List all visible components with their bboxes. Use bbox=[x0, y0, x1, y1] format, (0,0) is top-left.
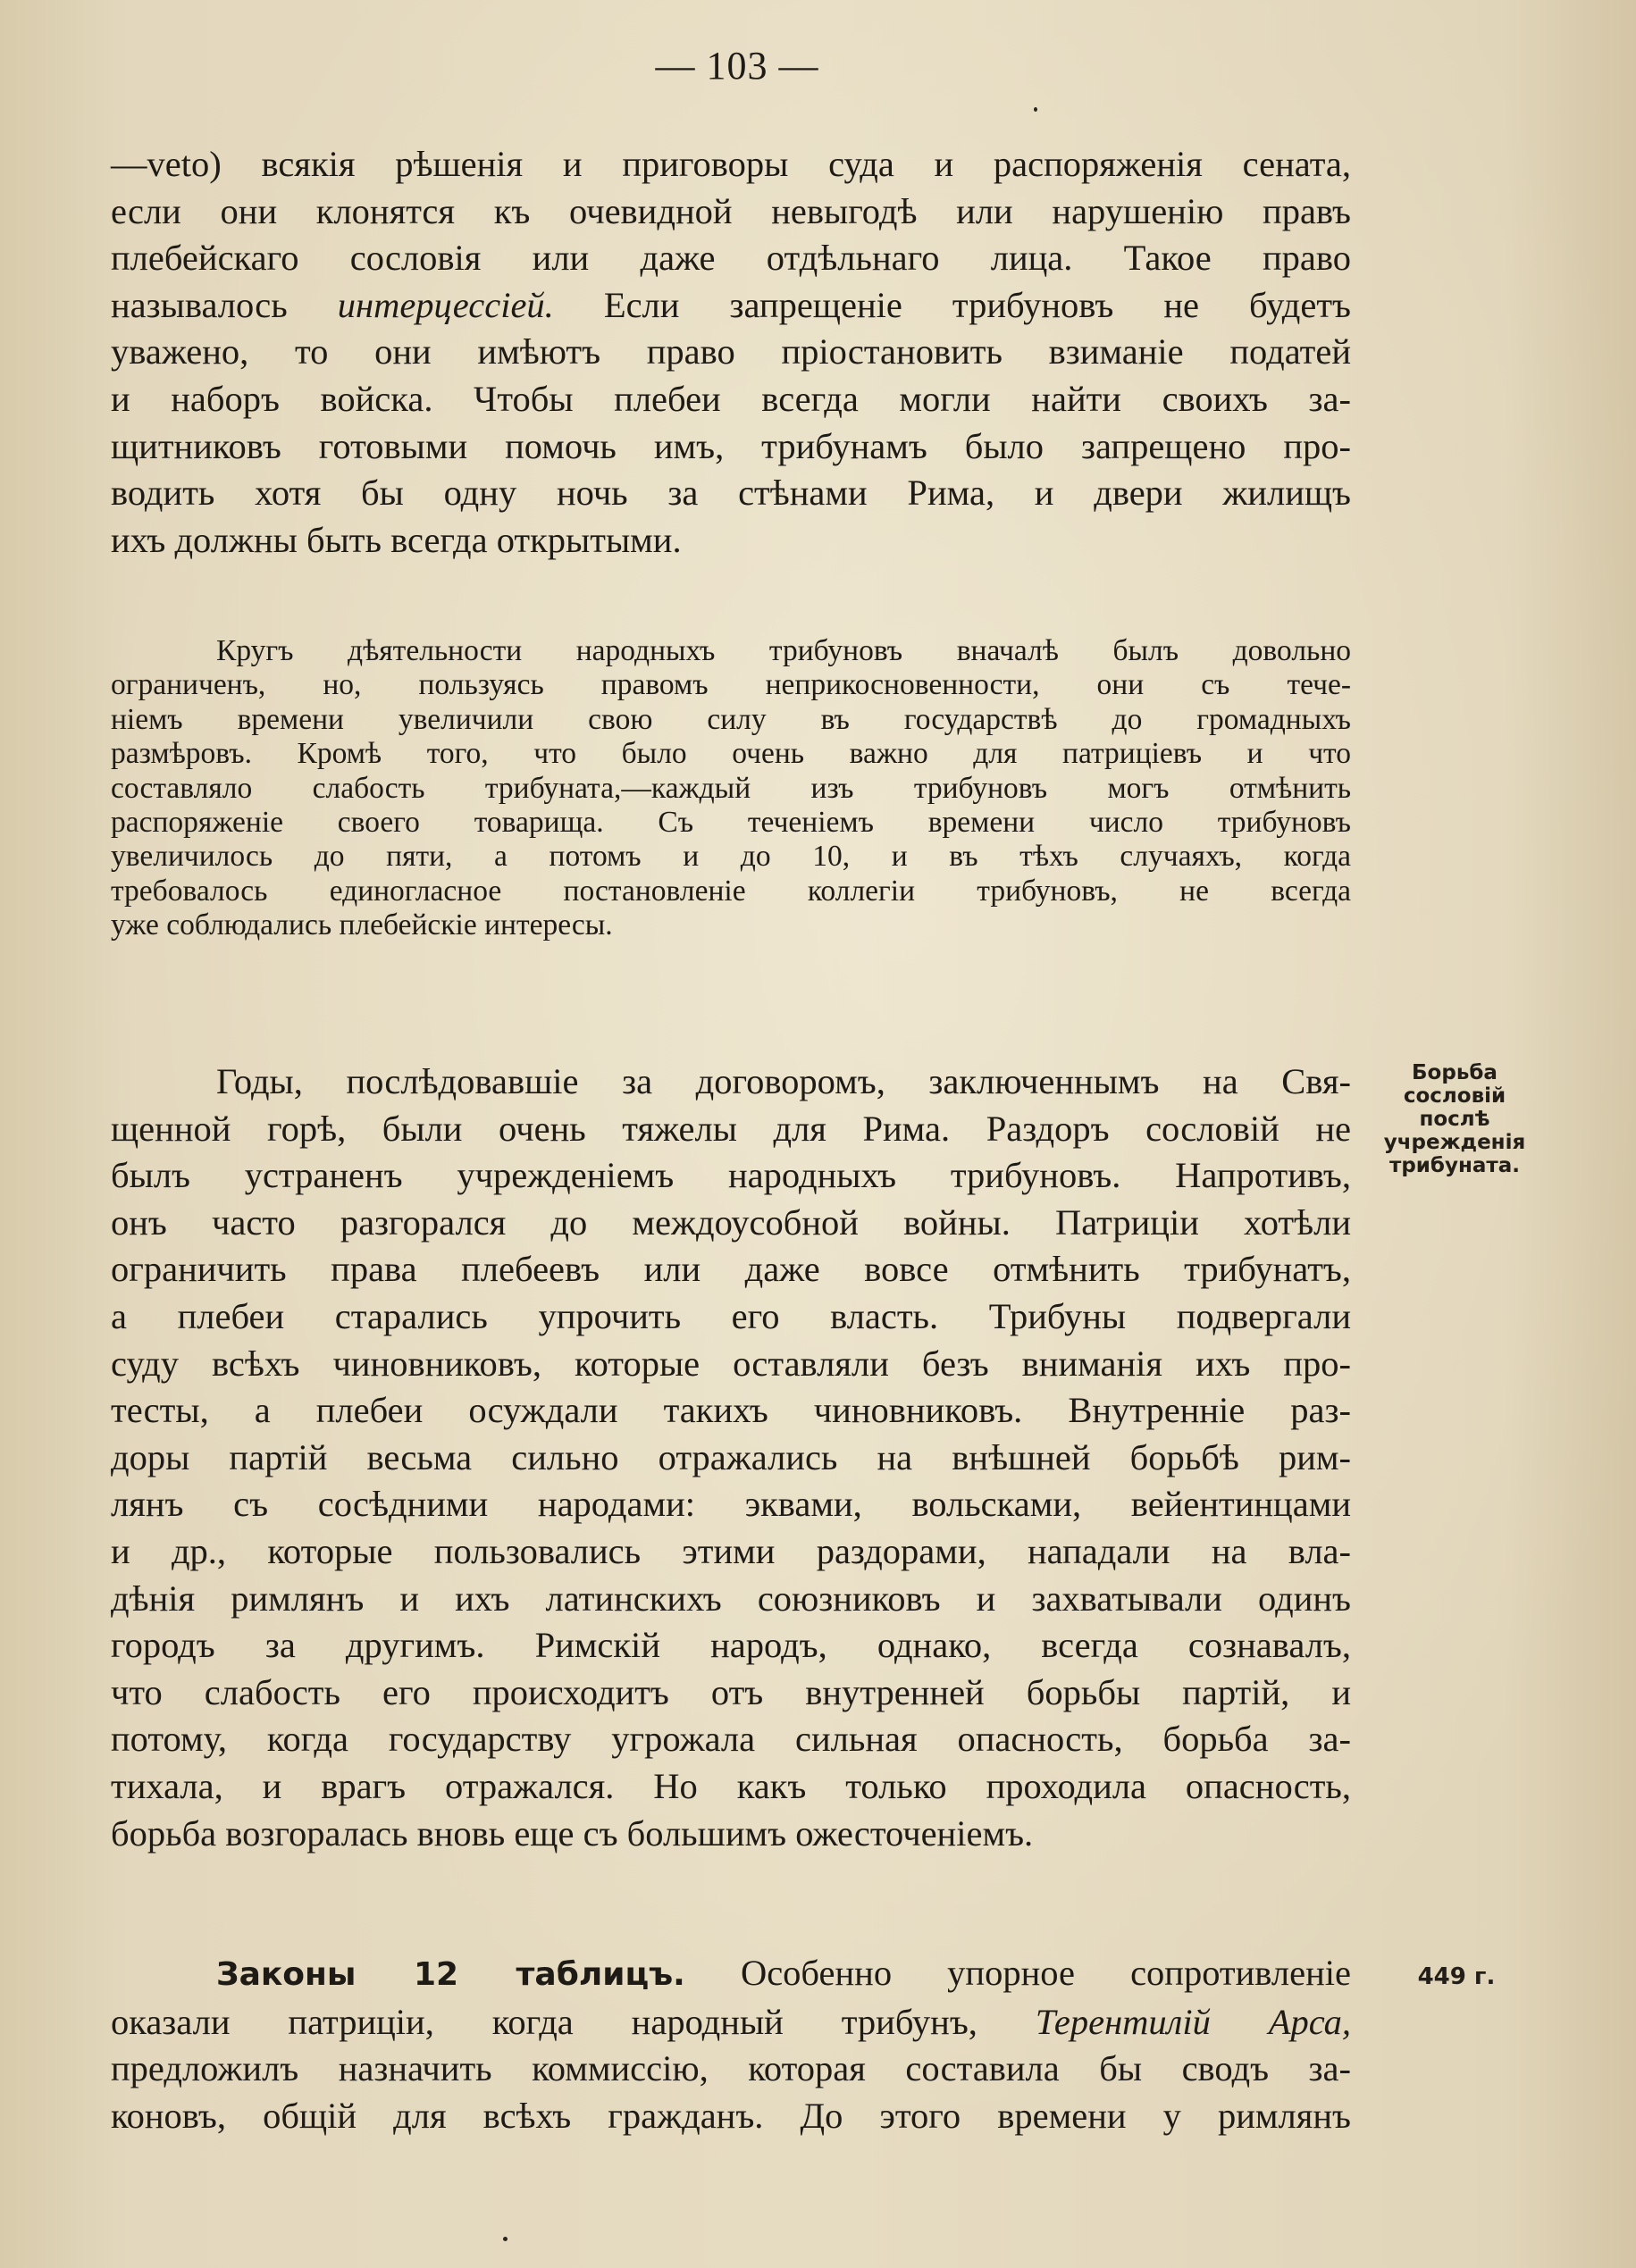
page-number: — 103 — bbox=[655, 44, 819, 88]
text-line: городъ за другимъ. Римскій народъ, однако, всегда сознавалъ, bbox=[111, 1625, 1351, 1666]
italic-term: интерцессіей. bbox=[337, 284, 554, 325]
text-line: доры партій весьма сильно отражались на внѣшней борьбѣ рим- bbox=[111, 1436, 1351, 1477]
margin-note-line: послѣ bbox=[1419, 1108, 1490, 1131]
margin-note-struggle bbox=[1365, 1061, 1544, 1177]
text-line: тесты, а плебеи осуждали такихъ чиновниковъ. Внутренніе раз- bbox=[111, 1390, 1351, 1431]
text-line: предложилъ назначить коммиссію, которая составила бы сводъ за- bbox=[111, 2048, 1351, 2089]
paragraph-2-small-print bbox=[111, 634, 1351, 943]
text-line bbox=[111, 1950, 1351, 1999]
text-line: водить хотя бы одну ночь за стѣнами Рима, и двери жилищъ bbox=[111, 473, 1351, 514]
text-line: распоряженіе своего товарища. Съ теченіемъ времени число трибуновъ bbox=[111, 806, 1351, 840]
text-line: тихала, и врагъ отражался. Но какъ только проходила опасность, bbox=[111, 1765, 1351, 1806]
text-line: ограниченъ, но, пользуясь правомъ неприкосновенности, они съ тече- bbox=[111, 668, 1351, 702]
text-line: борьба возгоралась вновь еще съ большимъ ожесточеніемъ. bbox=[111, 1812, 1034, 1854]
text-line: плебейскаго сословія или даже отдѣльнаго лица. Такое право bbox=[111, 238, 1351, 279]
text-line: коновъ, общій для всѣхъ гражданъ. До этого времени у римлянъ bbox=[111, 2095, 1351, 2136]
margin-note-line: трибуната. bbox=[1389, 1154, 1520, 1177]
margin-note-line: учрежденія bbox=[1383, 1131, 1526, 1154]
text-line: что слабость его происходитъ отъ внутренней борьбы партій, и bbox=[111, 1671, 1351, 1712]
text-line: дѣнія римлянъ и ихъ латинскихъ союзниковъ и захватывали одинъ bbox=[111, 1578, 1351, 1619]
text-line: ихъ должны быть всегда открытыми. bbox=[111, 519, 682, 560]
text-line: потому, когда государству угрожала сильная опасность, борьба за- bbox=[111, 1719, 1351, 1760]
text-fragment: оказали патриціи, когда народный трибунъ, bbox=[111, 2001, 977, 2042]
text-line: а плебеи старались упрочить его власть. Трибуны подвергали bbox=[111, 1295, 1351, 1336]
text-line: уже соблюдались плебейскіе интересы. bbox=[111, 908, 613, 942]
text-line: требовалось единогласное постановленіе коллегіи трибуновъ, не всегда bbox=[111, 874, 1351, 908]
text-line: если они клонятся къ очевидной невыгодѣ или нарушенію правъ bbox=[111, 190, 1351, 231]
text-fragment: Если запрещеніе трибуновъ не будетъ bbox=[603, 284, 1351, 325]
text-line: онъ часто разгорался до междоусобной войны. Патриціи хотѣли bbox=[111, 1201, 1351, 1243]
text-line bbox=[111, 282, 1351, 330]
text-line: суду всѣхъ чиновниковъ, которые оставляли безъ вниманія ихъ про- bbox=[111, 1343, 1351, 1384]
margin-note-date: 449 г. bbox=[1417, 1963, 1496, 1990]
paragraph-1 bbox=[111, 141, 1351, 564]
text-line: уважено, то они имѣютъ право пріостановить взиманіе податей bbox=[111, 331, 1351, 372]
text-line: увеличилось до пяти, а потомъ и до 10, и въ тѣхъ случаяхъ, когда bbox=[111, 840, 1351, 874]
paragraph-3 bbox=[111, 1059, 1351, 1857]
text-line: Годы, послѣдовавшіе за договоромъ, заключеннымъ на Свя- bbox=[216, 1061, 1351, 1101]
italic-name: Терентилій Арса, bbox=[1035, 2001, 1352, 2042]
text-line: составляло слабость трибуната,—каждый изъ трибуновъ могъ отмѣнить bbox=[111, 771, 1351, 805]
text-line: ограничить права плебеевъ или даже вовсе отмѣнить трибунатъ, bbox=[111, 1249, 1351, 1290]
text-line: щенной горѣ, были очень тяжелы для Рима. Раздоръ сословій не bbox=[111, 1108, 1351, 1149]
text-line: былъ устраненъ учрежденіемъ народныхъ трибуновъ. Напротивъ, bbox=[111, 1155, 1351, 1196]
text-fragment: называлось bbox=[111, 284, 288, 325]
text-line: и наборъ войска. Чтобы плебеи всегда могли найти своихъ за- bbox=[111, 378, 1351, 419]
margin-note-line: Борьба bbox=[1412, 1061, 1498, 1084]
text-line: щитниковъ готовыми помочь имъ, трибунамъ было запрещено про- bbox=[111, 425, 1351, 466]
text-line: —veto) всякія рѣшенія и приговоры суда и распоряженія сената, bbox=[111, 144, 1351, 184]
text-line: и др., которые пользовались этими раздорами, нападали на вла- bbox=[111, 1530, 1351, 1571]
text-line: размѣровъ. Кромѣ того, что было очень важно для патриціевъ и что bbox=[111, 737, 1351, 771]
text-line bbox=[111, 1999, 1351, 2046]
margin-note-line: сословій bbox=[1403, 1084, 1506, 1108]
text-fragment: Особенно упорное сопротивленіе bbox=[740, 1953, 1351, 1993]
text-line: лянъ съ сосѣдними народами: эквами, вольсками, вейентинцами bbox=[111, 1484, 1351, 1525]
print-speck bbox=[503, 2237, 508, 2241]
text-line: ніемъ времени увеличили свою силу въ государствѣ до громадныхъ bbox=[111, 702, 1351, 736]
paragraph-4 bbox=[111, 1950, 1351, 2139]
section-heading: Законы 12 таблицъ. bbox=[216, 1956, 685, 1993]
print-speck bbox=[1034, 107, 1037, 112]
text-line: Кругъ дѣятельности народныхъ трибуновъ вначалѣ былъ довольно bbox=[216, 634, 1351, 667]
